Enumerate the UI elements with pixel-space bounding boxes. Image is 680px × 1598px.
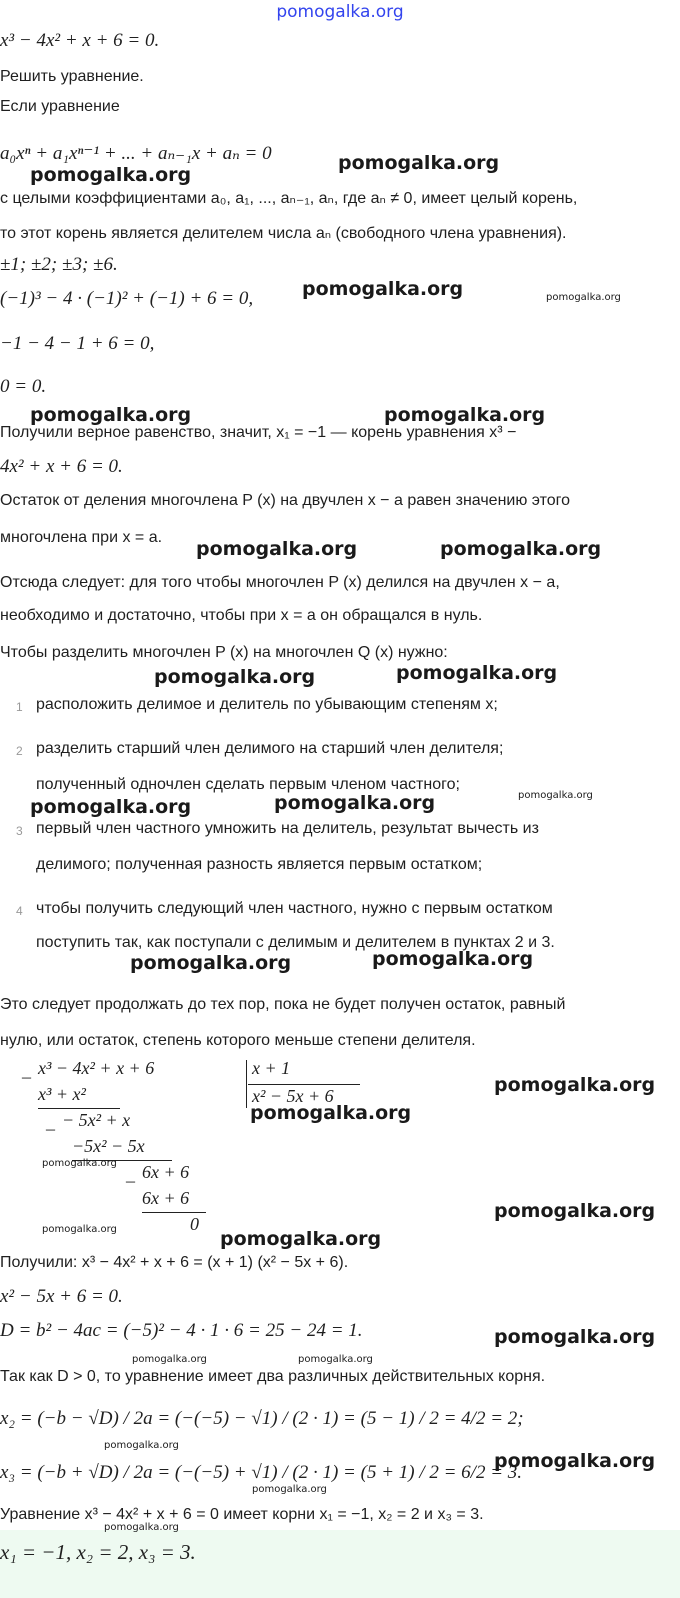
remainder-theorem-line-1: Остаток от деления многочлена P (x) на двучлен x − a равен значению этого	[0, 492, 571, 509]
step-text: полученный одночлен сделать первым членом частного;	[36, 776, 460, 793]
follows-line-1: Отсюда следует: для того чтобы многочлен P (x) делился на двучлен x − a,	[0, 574, 560, 591]
watermark-text: pomogalka.org	[302, 278, 464, 300]
minus-sign: _	[46, 1112, 55, 1132]
watermark-text: pomogalka.org	[494, 1074, 656, 1096]
watermark-text: pomogalka.org	[30, 404, 192, 426]
dividend: x³ − 4x² + x + 6	[38, 1058, 155, 1078]
answer-box	[0, 1530, 680, 1598]
check-step-3: 0 = 0.	[0, 376, 47, 397]
theorem-line-1: с целыми коэффициентами a₀, a₁, ..., aₙ₋₁, aₙ, где aₙ ≠ 0, имеет целый корень,	[0, 190, 578, 207]
answer-text: x₁ = −1, x₂ = 2, x₃ = 3.	[0, 1540, 196, 1564]
step-number: 4	[16, 904, 23, 918]
remainder-1: − 5x² + x	[62, 1110, 131, 1130]
subtrahend-3: 6x + 6	[142, 1188, 190, 1208]
watermark-text: pomogalka.org	[338, 152, 500, 174]
factorization-result: Получили: x³ − 4x² + x + 6 = (x + 1) (x² − 5x + 6).	[0, 1254, 349, 1271]
watermark-text: pomogalka.org	[372, 948, 534, 970]
subtrahend-2: −5x² − 5x	[72, 1136, 145, 1156]
watermark-text: pomogalka.org	[42, 1224, 117, 1235]
step-text: чтобы получить следующий член частного, нужно с первым остатком	[36, 900, 553, 917]
long-division	[0, 1058, 420, 1238]
watermark-text: pomogalka.org	[220, 1228, 382, 1250]
watermark-text: pomogalka.org	[130, 952, 292, 974]
watermark-text: pomogalka.org	[104, 1522, 179, 1533]
minus-sign: _	[126, 1164, 135, 1184]
divisors-list: ±1; ±2; ±3; ±6.	[0, 254, 118, 275]
root-x2-formula: x₂ = (−b − √D) / 2a = (−(−5) − √1) / (2 · 1) = (5 − 1) / 2 = 4/2 = 2;	[0, 1408, 524, 1429]
step-number: 1	[16, 700, 23, 714]
solve-heading: Решить уравнение.	[0, 68, 144, 85]
watermark-text: pomogalka.org	[274, 792, 436, 814]
check-step-2: −1 − 4 − 1 + 6 = 0,	[0, 333, 155, 354]
roots-statement: Уравнение x³ − 4x² + x + 6 = 0 имеет корни x₁ = −1, x₂ = 2 и x₃ = 3.	[0, 1506, 484, 1523]
watermark-text: pomogalka.org	[396, 662, 558, 684]
step-number: 3	[16, 824, 23, 838]
got-root-line-2: 4x² + x + 6 = 0.	[0, 456, 123, 477]
watermark-text: pomogalka.org	[42, 1158, 117, 1169]
continue-line-1: Это следует продолжать до тех пор, пока не будет получен остаток, равный	[0, 996, 566, 1013]
watermark-text: pomogalka.org	[384, 404, 546, 426]
watermark-text: pomogalka.org	[298, 1354, 373, 1365]
if-equation-text: Если уравнение	[0, 98, 120, 115]
theorem-line-2: то этот корень является делителем числа aₙ (свободного члена уравнения).	[0, 225, 567, 242]
watermark-text: pomogalka.org	[132, 1354, 207, 1365]
step-text: разделить старший член делимого на старший член делителя;	[36, 740, 504, 757]
watermark-text: pomogalka.org	[440, 538, 602, 560]
divisor: x + 1	[252, 1058, 291, 1078]
quotient: x² − 5x + 6	[252, 1086, 334, 1106]
root-x3-formula: x₃ = (−b + √D) / 2a = (−(−5) + √1) / (2 · 1) = (5 + 1) / 2 = 6/2 = 3.	[0, 1462, 523, 1483]
remainder-theorem-line-2: многочлена при x = a.	[0, 529, 163, 546]
quadratic-equation: x² − 5x + 6 = 0.	[0, 1286, 123, 1307]
watermark-text: pomogalka.org	[154, 666, 316, 688]
continue-line-2: нулю, или остаток, степень которого меньше степени делителя.	[0, 1032, 476, 1049]
watermark-text: pomogalka.org	[250, 1102, 412, 1124]
watermark-text: pomogalka.org	[196, 538, 358, 560]
division-intro: Чтобы разделить многочлен P (x) на многочлен Q (x) нужно:	[0, 644, 448, 661]
check-step-1: (−1)³ − 4 · (−1)² + (−1) + 6 = 0,	[0, 288, 254, 309]
watermark-text: pomogalka.org	[494, 1326, 656, 1348]
step-text: поступить так, как поступали с делимым и делителем в пунктах 2 и 3.	[36, 934, 555, 951]
follows-line-2: необходимо и достаточно, чтобы при x = a он обращался в нуль.	[0, 607, 483, 624]
site-watermark-top: pomogalka.org	[276, 2, 404, 22]
discriminant: D = b² − 4ac = (−5)² − 4 · 1 · 6 = 25 − 24 = 1.	[0, 1320, 363, 1341]
watermark-text: pomogalka.org	[546, 292, 621, 303]
watermark-text: pomogalka.org	[30, 164, 192, 186]
watermark-text: pomogalka.org	[30, 796, 192, 818]
step-text: первый член частного умножить на делитель, результат вычесть из	[36, 820, 539, 837]
watermark-text: pomogalka.org	[518, 790, 593, 801]
step-text: расположить делимое и делитель по убывающим степеням x;	[36, 696, 498, 713]
remainder-2: 6x + 6	[142, 1162, 190, 1182]
discriminant-conclusion: Так как D > 0, то уравнение имеет два различных действительных корня.	[0, 1368, 546, 1385]
watermark-text: pomogalka.org	[104, 1440, 179, 1451]
general-polynomial: a₀xⁿ + a₁xⁿ⁻¹ + ... + aₙ₋₁x + aₙ = 0	[0, 143, 272, 164]
got-root-line-1: Получили верное равенство, значит, x₁ = −1 — корень уравнения x³ −	[0, 424, 517, 441]
final-remainder: 0	[190, 1214, 199, 1234]
step-text: делимого; полученная разность является первым остатком;	[36, 856, 483, 873]
watermark-text: pomogalka.org	[252, 1484, 327, 1495]
subtrahend-1: x³ + x²	[38, 1084, 86, 1104]
main-equation: x³ − 4x² + x + 6 = 0.	[0, 30, 160, 51]
step-number: 2	[16, 744, 23, 758]
watermark-text: pomogalka.org	[494, 1450, 656, 1472]
minus-sign: _	[22, 1060, 31, 1080]
watermark-text: pomogalka.org	[494, 1200, 656, 1222]
